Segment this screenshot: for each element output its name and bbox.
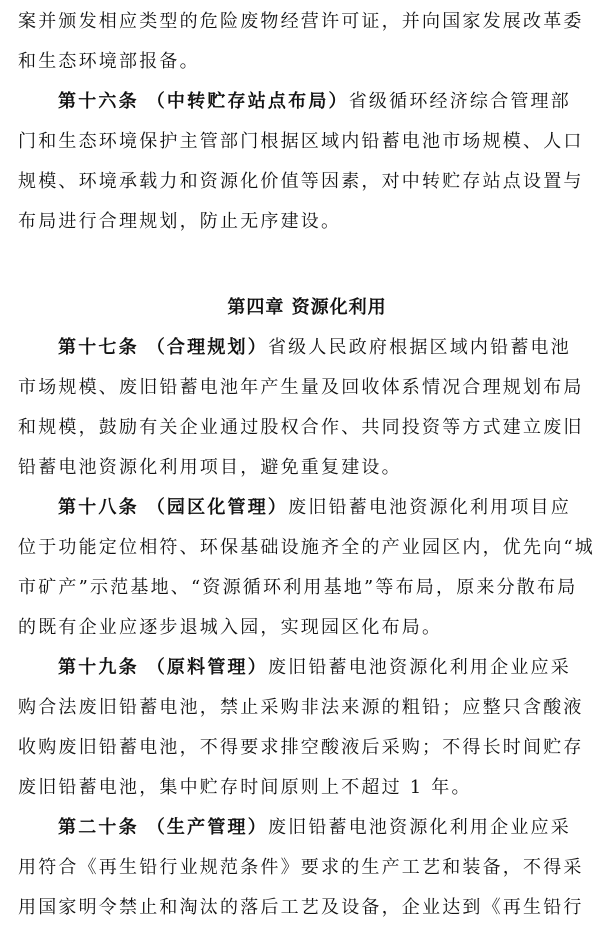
text-line: 收购废旧铅蓄电池，不得要求排空酸液后采购；不得长时间贮存 <box>18 737 584 758</box>
article-20 <box>18 808 596 928</box>
text-line: 市场规模、废旧铅蓄电池年产生量及回收体系情况合理规划布局 <box>18 377 584 398</box>
article-title: （合理规划） <box>146 337 268 358</box>
article-first-line <box>18 328 596 368</box>
article-text: 废旧铅蓄电池资源化利用企业应采 <box>267 817 571 838</box>
text-line: 和生态环境部报备。 <box>18 51 200 72</box>
chapter-heading: 第四章 资源化利用 <box>227 297 387 318</box>
text-line: 用符合《再生铅行业规范条件》要求的生产工艺和装备，不得采 <box>18 857 584 878</box>
article-first-line <box>18 82 596 122</box>
article-number: 第十六条 <box>58 91 139 112</box>
article-16 <box>18 82 596 242</box>
text-line: 市矿产”示范基地、“资源循环利用基地”等布局，原来分散布局 <box>18 577 578 598</box>
text-line: 废旧铅蓄电池，集中贮存时间原则上不超过 1 年。 <box>18 777 472 798</box>
article-text: 废旧铅蓄电池资源化利用项目应 <box>288 497 571 518</box>
text-line: 规模、环境承载力和资源化价值等因素，对中转贮存站点设置与 <box>18 171 584 192</box>
text-line: 和规模，鼓励有关企业通过股权合作、共同投资等方式建立废旧 <box>18 417 584 438</box>
text-line: 门和生态环境保护主管部门根据区域内铅蓄电池市场规模、人口 <box>18 131 584 152</box>
article-first-line <box>18 488 596 528</box>
article-title: （中转贮存站点布局） <box>146 91 349 112</box>
text-line: 铅蓄电池资源化利用项目，避免重复建设。 <box>18 457 402 478</box>
article-number: 第十七条 <box>58 337 139 358</box>
document-page <box>18 0 596 928</box>
article-first-line <box>18 648 596 688</box>
article-title: （生产管理） <box>146 817 268 838</box>
article-text: 省级人民政府根据区域内铅蓄电池 <box>267 337 571 358</box>
article-title: （原料管理） <box>146 657 268 678</box>
text-line: 位于功能定位相符、环保基础设施齐全的产业园区内，优先向“城 <box>18 537 595 558</box>
article-first-line <box>18 808 596 848</box>
text-line: 的既有企业应逐步退城入园，实现园区化布局。 <box>18 617 443 638</box>
article-19 <box>18 648 596 808</box>
text-line: 案并颁发相应类型的危险废物经营许可证，并向国家发展改革委 <box>18 11 584 32</box>
article-text: 省级循环经济综合管理部 <box>348 91 571 112</box>
article-17 <box>18 328 596 488</box>
text-line: 用国家明令禁止和淘汰的落后工艺及设备，企业达到《再生铅行 <box>18 897 584 918</box>
article-title: （园区化管理） <box>146 497 289 518</box>
article-18 <box>18 488 596 648</box>
text-line: 布局进行合理规划，防止无序建设。 <box>18 211 342 232</box>
paragraph-continuation <box>18 2 596 82</box>
text-line: 购合法废旧铅蓄电池，禁止采购非法来源的粗铅；应整只含酸液 <box>18 697 584 718</box>
article-number: 第十九条 <box>58 657 139 678</box>
article-number: 第二十条 <box>58 817 139 838</box>
article-number: 第十八条 <box>58 497 139 518</box>
section-spacer <box>18 242 596 288</box>
article-text: 废旧铅蓄电池资源化利用企业应采 <box>267 657 571 678</box>
